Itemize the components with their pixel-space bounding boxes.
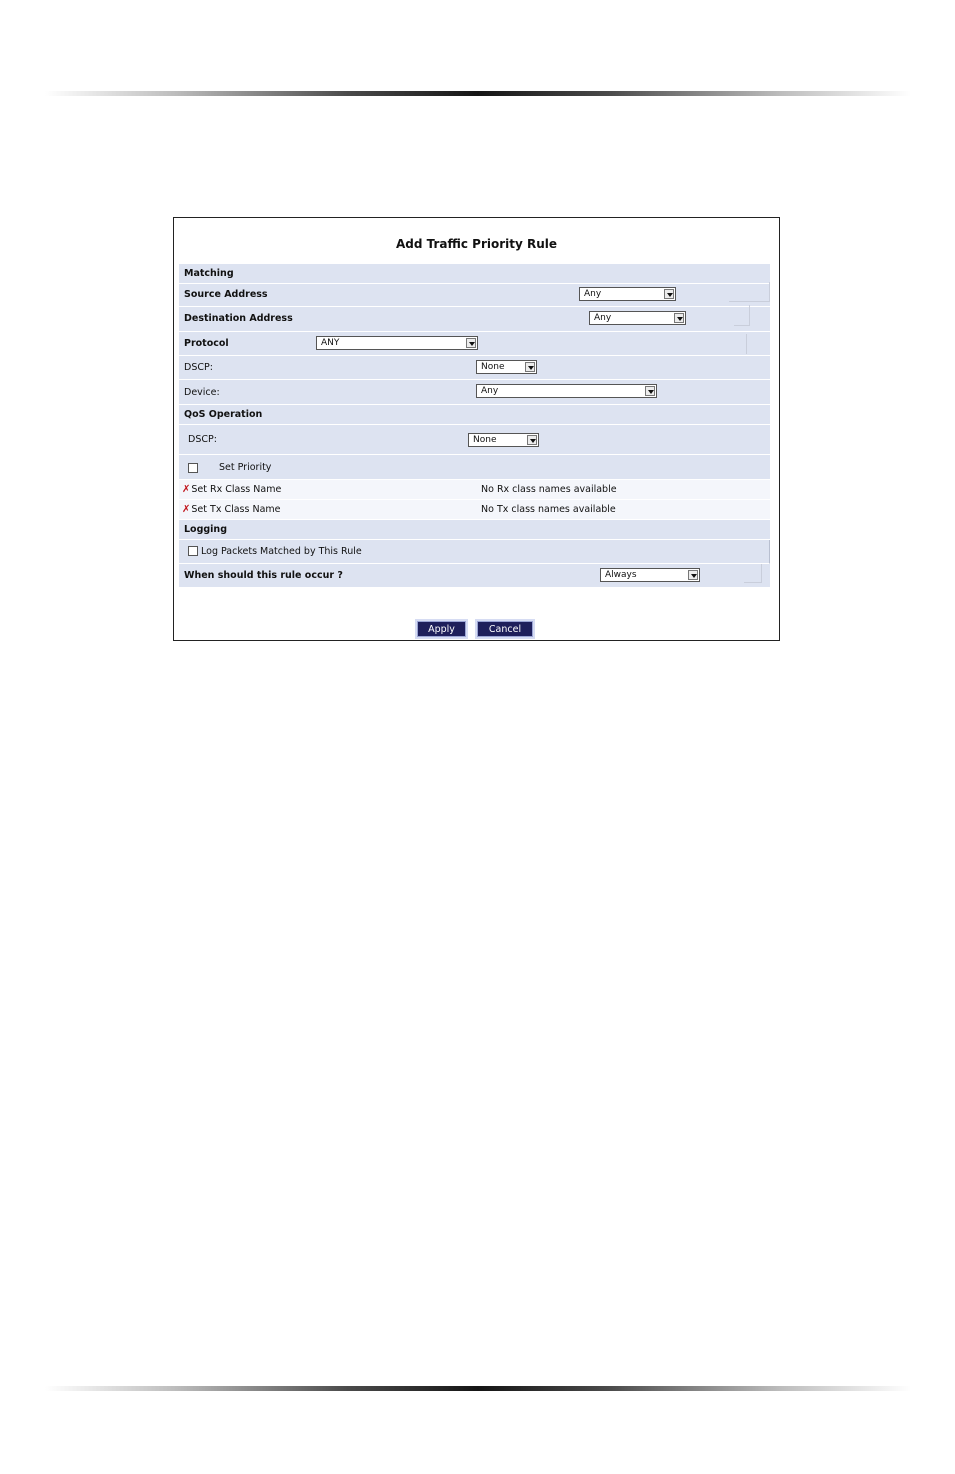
log-packets-row bbox=[179, 540, 770, 564]
rx-class-status: No Rx class names available bbox=[481, 484, 617, 495]
set-priority-row bbox=[179, 455, 770, 480]
set-priority-label: Set Priority bbox=[219, 462, 272, 473]
chevron-down-icon bbox=[525, 362, 535, 372]
header-rule bbox=[45, 91, 911, 96]
logging-section-label: Logging bbox=[184, 524, 228, 535]
qos-dscp-select[interactable] bbox=[468, 433, 539, 447]
tx-class-label-wrap bbox=[182, 504, 281, 515]
row-spacer bbox=[746, 334, 761, 354]
log-packets-checkbox[interactable] bbox=[188, 546, 198, 556]
schedule-row bbox=[179, 564, 770, 588]
logging-section-header bbox=[179, 520, 770, 540]
rx-class-label-wrap bbox=[182, 484, 281, 495]
form-title: Add Traffic Priority Rule bbox=[395, 237, 558, 251]
destination-address-row bbox=[179, 307, 770, 332]
chevron-down-icon bbox=[466, 338, 476, 348]
chevron-down-icon bbox=[645, 386, 655, 396]
qos-dscp-value: None bbox=[473, 435, 497, 445]
protocol-row bbox=[179, 332, 770, 356]
matching-dscp-select[interactable] bbox=[476, 360, 537, 374]
log-packets-label: Log Packets Matched by This Rule bbox=[201, 546, 362, 557]
schedule-label: When should this rule occur ? bbox=[184, 570, 343, 581]
device-value: Any bbox=[481, 386, 499, 396]
matching-dscp-value: None bbox=[481, 362, 505, 372]
source-address-row bbox=[179, 284, 770, 307]
schedule-value: Always bbox=[605, 570, 637, 580]
rx-class-row bbox=[179, 480, 770, 500]
row-spacer bbox=[734, 305, 750, 326]
device-select[interactable] bbox=[476, 384, 657, 398]
qos-section-header bbox=[179, 405, 770, 425]
device-row bbox=[179, 380, 770, 405]
protocol-label: Protocol bbox=[184, 338, 229, 349]
apply-button[interactable]: Apply bbox=[417, 621, 466, 637]
row-spacer bbox=[729, 282, 770, 302]
add-traffic-priority-rule-form bbox=[173, 217, 780, 641]
tx-class-row bbox=[179, 500, 770, 520]
chevron-down-icon bbox=[664, 289, 674, 299]
destination-address-label: Destination Address bbox=[184, 313, 293, 324]
destination-address-select[interactable] bbox=[589, 311, 686, 325]
protocol-value: ANY bbox=[321, 338, 340, 348]
schedule-select[interactable] bbox=[600, 568, 700, 582]
matching-section-label: Matching bbox=[184, 268, 234, 279]
chevron-down-icon bbox=[527, 435, 537, 445]
tx-class-label: Set Tx Class Name bbox=[191, 504, 281, 515]
cancel-button[interactable]: Cancel bbox=[477, 621, 533, 637]
rx-class-label: Set Rx Class Name bbox=[191, 484, 282, 495]
qos-section-label: QoS Operation bbox=[184, 409, 263, 420]
matching-section-header bbox=[179, 264, 770, 284]
set-priority-checkbox[interactable] bbox=[188, 463, 198, 473]
matching-dscp-row bbox=[179, 356, 770, 380]
footer-rule bbox=[45, 1386, 911, 1391]
source-address-label: Source Address bbox=[184, 289, 268, 300]
qos-dscp-label: DSCP: bbox=[188, 434, 217, 445]
chevron-down-icon bbox=[688, 570, 698, 580]
device-label: Device: bbox=[184, 387, 220, 398]
protocol-select[interactable] bbox=[316, 336, 478, 350]
row-spacer bbox=[744, 564, 762, 583]
tx-class-status: No Tx class names available bbox=[481, 504, 616, 515]
error-x-icon: ✗ bbox=[182, 504, 191, 515]
qos-dscp-row bbox=[179, 425, 770, 455]
chevron-down-icon bbox=[674, 313, 684, 323]
matching-dscp-label: DSCP: bbox=[184, 362, 213, 373]
source-address-value: Any bbox=[584, 289, 602, 299]
source-address-select[interactable] bbox=[579, 287, 676, 301]
destination-address-value: Any bbox=[594, 313, 612, 323]
error-x-icon: ✗ bbox=[182, 484, 191, 495]
